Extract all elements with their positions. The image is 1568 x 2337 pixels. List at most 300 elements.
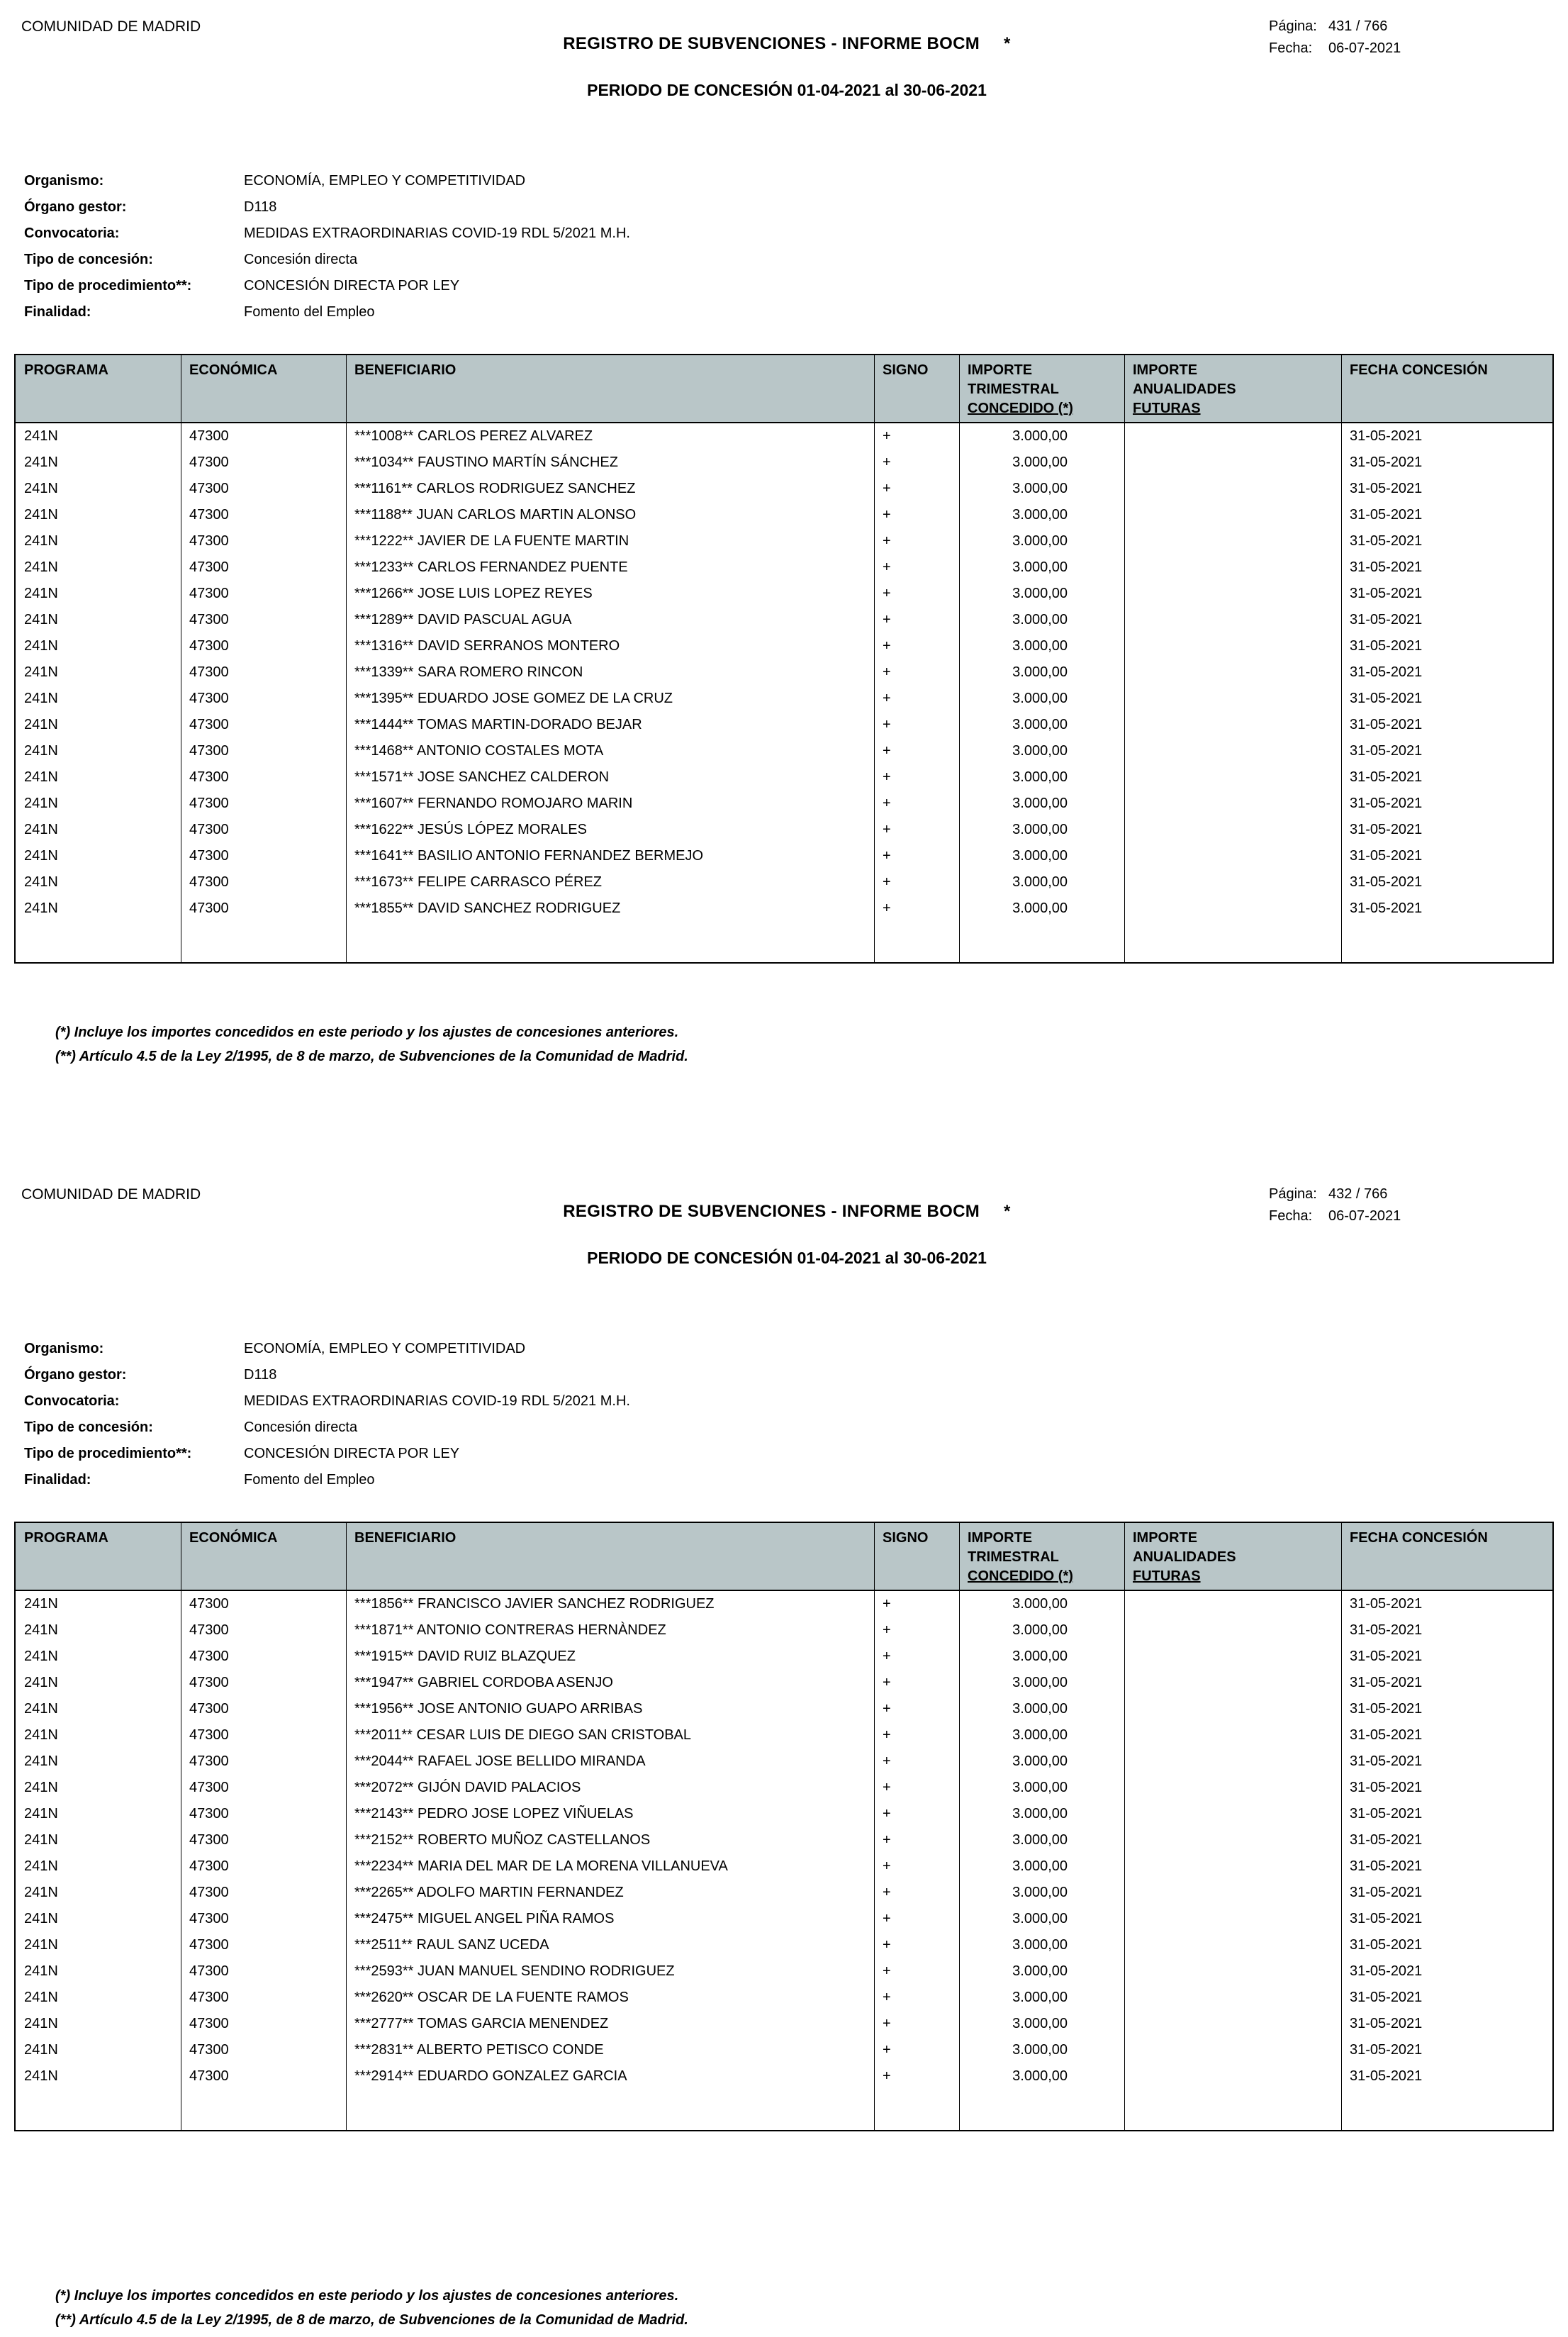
meta-label: Tipo de procedimiento**: [24,1446,192,1461]
cell-beneficiario: ***1444** TOMAS MARTIN-DORADO BEJAR [354,717,642,732]
cell-programa: 241N [24,1806,58,1822]
cell-signo: + [883,743,891,759]
cell-signo: + [883,874,891,890]
cell-importe-trimestral: 3.000,00 [1012,1701,1068,1717]
report-date-label: Fecha: [1269,40,1313,56]
cell-programa: 241N [24,638,58,654]
column-header-fecha-concesion: FECHA CONCESIÓN [1350,1530,1488,1546]
cell-beneficiario: ***2234** MARIA DEL MAR DE LA MORENA VILLANUEVA [354,1858,728,1874]
page-header [0,16,1568,100]
cell-importe-trimestral: 3.000,00 [1012,559,1068,575]
table-body [16,423,1552,962]
cell-signo: + [883,1937,891,1953]
cell-signo: + [883,822,891,837]
cell-signo: + [883,638,891,654]
cell-programa: 241N [24,559,58,575]
cell-importe-anualidades [1124,712,1341,738]
cell-importe-anualidades [1124,581,1341,607]
report-title [305,1202,1269,1222]
cell-fecha-concesion: 31-05-2021 [1350,1753,1423,1769]
cell-fecha-concesion: 31-05-2021 [1350,664,1423,680]
cell-programa: 241N [24,1937,58,1953]
cell-signo: + [883,1675,891,1690]
cell-importe-trimestral: 3.000,00 [1012,2042,1068,2058]
cell-importe-trimestral: 3.000,00 [1012,1753,1068,1769]
cell-importe-trimestral: 3.000,00 [1012,743,1068,759]
cell-beneficiario: ***1641** BASILIO ANTONIO FERNANDEZ BERMEJO [354,848,704,864]
cell-programa: 241N [24,2016,58,2031]
cell-signo: + [883,586,891,601]
cell-signo: + [883,1780,891,1795]
cell-beneficiario: ***1947** GABRIEL CORDOBA ASENJO [354,1675,613,1690]
cell-importe-trimestral: 3.000,00 [1012,638,1068,654]
org-name: COMUNIDAD DE MADRID [21,1186,201,1203]
cell-programa: 241N [24,1911,58,1926]
cell-signo: + [883,559,891,575]
cell-economica: 47300 [189,507,229,523]
cell-importe-anualidades [1124,659,1341,686]
meta-value: Fomento del Empleo [244,1472,375,1488]
cell-economica: 47300 [189,1780,229,1795]
cell-economica: 47300 [189,691,229,706]
meta-convocatoria [24,1388,1568,1415]
cell-fecha-concesion: 31-05-2021 [1350,717,1423,732]
meta-value: ECONOMÍA, EMPLEO Y COMPETITIVIDAD [244,1341,526,1356]
cell-importe-trimestral: 3.000,00 [1012,691,1068,706]
cell-importe-anualidades [1124,528,1341,554]
cell-signo: + [883,796,891,811]
cell-programa: 241N [24,1832,58,1848]
cell-economica: 47300 [189,743,229,759]
cell-economica: 47300 [189,1701,229,1717]
cell-economica: 47300 [189,533,229,549]
cell-fecha-concesion: 31-05-2021 [1350,612,1423,628]
cell-importe-anualidades [1124,1644,1341,1670]
cell-economica: 47300 [189,822,229,837]
org-name: COMUNIDAD DE MADRID [21,18,201,35]
cell-beneficiario: ***1395** EDUARDO JOSE GOMEZ DE LA CRUZ [354,691,673,706]
column-header-importe-trimestral: IMPORTE TRIMESTRAL CONCEDIDO (*) [968,1530,1073,1584]
cell-importe-anualidades [1124,554,1341,581]
cell-economica: 47300 [189,1885,229,1900]
cell-economica: 47300 [189,769,229,785]
cell-programa: 241N [24,900,58,916]
cell-programa: 241N [24,1649,58,1664]
page-number-label: Página: [1269,1186,1317,1202]
report-page-432 [0,1168,1568,2332]
cell-economica: 47300 [189,1806,229,1822]
cell-importe-anualidades [1124,633,1341,659]
cell-programa: 241N [24,848,58,864]
cell-fecha-concesion: 31-05-2021 [1350,2068,1423,2084]
meta-label: Tipo de concesión: [24,1420,153,1435]
cell-importe-trimestral: 3.000,00 [1012,1990,1068,2005]
report-page-431 [0,0,1568,1069]
page-number-value: 432 / 766 [1328,1186,1388,1202]
cell-importe-trimestral: 3.000,00 [1012,2016,1068,2031]
footnote-asterisk: (*) Incluye los importes concedidos en este periodo y los ajustes de concesiones anteriores. [55,2288,679,2304]
cell-importe-anualidades [1124,686,1341,712]
cell-fecha-concesion: 31-05-2021 [1350,1911,1423,1926]
table-header-row [16,355,1552,423]
cell-fecha-concesion: 31-05-2021 [1350,822,1423,837]
meta-label: Convocatoria: [24,1393,120,1409]
cell-importe-trimestral: 3.000,00 [1012,1596,1068,1612]
cell-economica: 47300 [189,1675,229,1690]
cell-economica: 47300 [189,559,229,575]
cell-programa: 241N [24,454,58,470]
cell-fecha-concesion: 31-05-2021 [1350,454,1423,470]
column-header-signo: SIGNO [883,1530,929,1546]
cell-beneficiario: ***2265** ADOLFO MARTIN FERNANDEZ [354,1885,624,1900]
cell-economica: 47300 [189,2042,229,2058]
subsidies-table [14,1522,1554,2131]
cell-beneficiario: ***1871** ANTONIO CONTRERAS HERNÀNDEZ [354,1622,666,1638]
cell-fecha-concesion: 31-05-2021 [1350,559,1423,575]
cell-importe-trimestral: 3.000,00 [1012,1622,1068,1638]
cell-fecha-concesion: 31-05-2021 [1350,1990,1423,2005]
cell-signo: + [883,1622,891,1638]
title-star: * [1004,34,1011,53]
cell-importe-anualidades [1124,1722,1341,1748]
cell-importe-anualidades [1124,1985,1341,2011]
cell-economica: 47300 [189,454,229,470]
cell-economica: 47300 [189,612,229,628]
meta-tipo-procedimiento [24,1441,1568,1467]
page-header [0,1183,1568,1268]
cell-beneficiario: ***2152** ROBERTO MUÑOZ CASTELLANOS [354,1832,651,1848]
cell-importe-anualidades [1124,1748,1341,1775]
cell-signo: + [883,2016,891,2031]
column-header-beneficiario: BENEFICIARIO [354,1530,457,1546]
meta-label: Convocatoria: [24,225,120,241]
cell-beneficiario: ***1622** JESÚS LÓPEZ MORALES [354,822,587,837]
cell-importe-trimestral: 3.000,00 [1012,1727,1068,1743]
column-header-economica: ECONÓMICA [189,362,278,378]
cell-importe-anualidades [1124,1906,1341,1932]
cell-fecha-concesion: 31-05-2021 [1350,1858,1423,1874]
meta-label: Tipo de concesión: [24,252,153,267]
cell-programa: 241N [24,1885,58,1900]
cell-fecha-concesion: 31-05-2021 [1350,1963,1423,1979]
cell-beneficiario: ***1034** FAUSTINO MARTÍN SÁNCHEZ [354,454,618,470]
cell-programa: 241N [24,1596,58,1612]
meta-label: Organismo: [24,1341,104,1356]
meta-value: CONCESIÓN DIRECTA POR LEY [244,278,460,294]
cell-economica: 47300 [189,1649,229,1664]
report-date-label: Fecha: [1269,1208,1313,1224]
meta-finalidad [24,1467,1568,1493]
report-subtitle: PERIODO DE CONCESIÓN 01-04-2021 al 30-06-2021 [587,1249,987,1267]
cell-importe-anualidades [1124,764,1341,791]
cell-importe-trimestral: 3.000,00 [1012,612,1068,628]
cell-importe-trimestral: 3.000,00 [1012,507,1068,523]
cell-economica: 47300 [189,1911,229,1926]
cell-economica: 47300 [189,1990,229,2005]
cell-beneficiario: ***1855** DAVID SANCHEZ RODRIGUEZ [354,900,621,916]
cell-programa: 241N [24,586,58,601]
meta-label: Organismo: [24,173,104,189]
cell-signo: + [883,481,891,496]
cell-fecha-concesion: 31-05-2021 [1350,1885,1423,1900]
report-title [305,34,1269,54]
cell-economica: 47300 [189,1858,229,1874]
cell-economica: 47300 [189,717,229,732]
cell-importe-trimestral: 3.000,00 [1012,1806,1068,1822]
title-block [305,1183,1269,1268]
cell-importe-anualidades [1124,1958,1341,1985]
cell-fecha-concesion: 31-05-2021 [1350,1937,1423,1953]
cell-importe-trimestral: 3.000,00 [1012,874,1068,890]
cell-economica: 47300 [189,2068,229,2084]
cell-programa: 241N [24,717,58,732]
cell-fecha-concesion: 31-05-2021 [1350,848,1423,864]
cell-importe-anualidades [1124,423,1341,450]
cell-beneficiario: ***2620** OSCAR DE LA FUENTE RAMOS [354,1990,629,2005]
meta-value: MEDIDAS EXTRAORDINARIAS COVID-19 RDL 5/2021 M.H. [244,225,630,241]
report-date [1269,38,1568,60]
cell-fecha-concesion: 31-05-2021 [1350,1596,1423,1612]
cell-importe-trimestral: 3.000,00 [1012,664,1068,680]
cell-programa: 241N [24,428,58,444]
meta-convocatoria [24,221,1568,247]
cell-importe-anualidades [1124,1827,1341,1853]
cell-importe-anualidades [1124,1670,1341,1696]
page-number-label: Página: [1269,18,1317,34]
cell-signo: + [883,507,891,523]
cell-beneficiario: ***2831** ALBERTO PETISCO CONDE [354,2042,604,2058]
column-header-fecha-concesion: FECHA CONCESIÓN [1350,362,1488,378]
page-info [1269,16,1568,60]
meta-organismo [24,1336,1568,1362]
meta-organo-gestor [24,194,1568,221]
meta-tipo-concesion [24,247,1568,273]
cell-importe-trimestral: 3.000,00 [1012,1832,1068,1848]
cell-programa: 241N [24,796,58,811]
cell-importe-anualidades [1124,1617,1341,1644]
cell-signo: + [883,848,891,864]
meta-value: D118 [244,199,277,215]
cell-signo: + [883,1649,891,1664]
cell-fecha-concesion: 31-05-2021 [1350,743,1423,759]
cell-importe-trimestral: 3.000,00 [1012,1911,1068,1926]
cell-importe-trimestral: 3.000,00 [1012,586,1068,601]
cell-fecha-concesion: 31-05-2021 [1350,428,1423,444]
cell-economica: 47300 [189,1753,229,1769]
cell-fecha-concesion: 31-05-2021 [1350,1675,1423,1690]
meta-organo-gestor [24,1362,1568,1388]
meta-value: MEDIDAS EXTRAORDINARIAS COVID-19 RDL 5/2021 M.H. [244,1393,630,1409]
cell-programa: 241N [24,1727,58,1743]
cell-beneficiario: ***1607** FERNANDO ROMOJARO MARIN [354,796,633,811]
cell-importe-anualidades [1124,869,1341,896]
cell-economica: 47300 [189,796,229,811]
meta-label: Finalidad: [24,1472,91,1488]
cell-importe-trimestral: 3.000,00 [1012,1649,1068,1664]
cell-fecha-concesion: 31-05-2021 [1350,874,1423,890]
cell-beneficiario: ***1468** ANTONIO COSTALES MOTA [354,743,604,759]
cell-importe-anualidades [1124,502,1341,528]
meta-label: Órgano gestor: [24,1367,127,1383]
cell-fecha-concesion: 31-05-2021 [1350,1727,1423,1743]
cell-signo: + [883,1858,891,1874]
cell-importe-anualidades [1124,1775,1341,1801]
cell-signo: + [883,1701,891,1717]
column-header-programa: PROGRAMA [24,1530,108,1546]
report-subtitle: PERIODO DE CONCESIÓN 01-04-2021 al 30-06-2021 [587,81,987,99]
cell-beneficiario: ***1266** JOSE LUIS LOPEZ REYES [354,586,593,601]
cell-economica: 47300 [189,1832,229,1848]
cell-programa: 241N [24,769,58,785]
cell-signo: + [883,533,891,549]
cell-importe-trimestral: 3.000,00 [1012,848,1068,864]
cell-signo: + [883,900,891,916]
meta-value: ECONOMÍA, EMPLEO Y COMPETITIVIDAD [244,173,526,189]
cell-importe-anualidades [1124,2063,1341,2090]
cell-programa: 241N [24,1990,58,2005]
cell-economica: 47300 [189,586,229,601]
cell-importe-anualidades [1124,1932,1341,1958]
cell-fecha-concesion: 31-05-2021 [1350,1780,1423,1795]
cell-importe-anualidades [1124,450,1341,476]
page-number-value: 431 / 766 [1328,18,1388,34]
cell-beneficiario: ***2511** RAUL SANZ UCEDA [354,1937,549,1953]
page-number [1269,16,1568,38]
cell-beneficiario: ***2777** TOMAS GARCIA MENENDEZ [354,2016,609,2031]
title-star: * [1004,1202,1011,1221]
meta-organismo [24,168,1568,194]
cell-programa: 241N [24,1675,58,1690]
cell-fecha-concesion: 31-05-2021 [1350,691,1423,706]
cell-importe-trimestral: 3.000,00 [1012,769,1068,785]
cell-importe-trimestral: 3.000,00 [1012,1675,1068,1690]
cell-importe-anualidades [1124,607,1341,633]
report-date-value: 06-07-2021 [1328,40,1401,56]
cell-programa: 241N [24,2068,58,2084]
cell-signo: + [883,691,891,706]
cell-signo: + [883,1806,891,1822]
cell-programa: 241N [24,664,58,680]
cell-importe-anualidades [1124,817,1341,843]
cell-programa: 241N [24,1701,58,1717]
cell-importe-anualidades [1124,1801,1341,1827]
title-block [305,16,1269,100]
column-header-beneficiario: BENEFICIARIO [354,362,457,378]
cell-programa: 241N [24,2042,58,2058]
cell-signo: + [883,1832,891,1848]
cell-fecha-concesion: 31-05-2021 [1350,2016,1423,2031]
report-date [1269,1205,1568,1227]
meta-label: Órgano gestor: [24,199,127,215]
meta-value: Concesión directa [244,1420,358,1435]
cell-signo: + [883,1911,891,1926]
cell-programa: 241N [24,507,58,523]
cell-beneficiario: ***1161** CARLOS RODRIGUEZ SANCHEZ [354,481,636,496]
cell-signo: + [883,454,891,470]
cell-signo: + [883,1885,891,1900]
cell-beneficiario: ***2072** GIJÓN DAVID PALACIOS [354,1780,581,1795]
cell-economica: 47300 [189,428,229,444]
cell-economica: 47300 [189,1963,229,1979]
cell-programa: 241N [24,612,58,628]
column-header-importe-anualidades: IMPORTE ANUALIDADES FUTURAS [1133,1530,1236,1584]
cell-economica: 47300 [189,638,229,654]
cell-beneficiario: ***1339** SARA ROMERO RINCON [354,664,583,680]
cell-fecha-concesion: 31-05-2021 [1350,1649,1423,1664]
cell-importe-trimestral: 3.000,00 [1012,481,1068,496]
cell-importe-anualidades [1124,2037,1341,2063]
column-header-programa: PROGRAMA [24,362,108,378]
metadata-block [24,1336,1568,1493]
cell-beneficiario: ***1316** DAVID SERRANOS MONTERO [354,638,620,654]
cell-signo: + [883,769,891,785]
cell-fecha-concesion: 31-05-2021 [1350,769,1423,785]
metadata-block [24,168,1568,325]
cell-importe-anualidades [1124,738,1341,764]
cell-importe-trimestral: 3.000,00 [1012,454,1068,470]
cell-signo: + [883,2068,891,2084]
cell-importe-anualidades [1124,843,1341,869]
cell-beneficiario: ***1571** JOSE SANCHEZ CALDERON [354,769,610,785]
cell-importe-anualidades [1124,1591,1341,1617]
cell-importe-trimestral: 3.000,00 [1012,2068,1068,2084]
cell-signo: + [883,428,891,444]
meta-label: Finalidad: [24,304,91,320]
cell-fecha-concesion: 31-05-2021 [1350,1806,1423,1822]
cell-programa: 241N [24,874,58,890]
cell-signo: + [883,612,891,628]
table-body [16,1591,1552,2130]
cell-signo: + [883,717,891,732]
cell-programa: 241N [24,1622,58,1638]
cell-economica: 47300 [189,1596,229,1612]
cell-economica: 47300 [189,2016,229,2031]
subsidies-table [14,354,1554,964]
cell-beneficiario: ***1008** CARLOS PEREZ ALVAREZ [354,428,593,444]
cell-signo: + [883,1963,891,1979]
cell-fecha-concesion: 31-05-2021 [1350,586,1423,601]
page-info [1269,1183,1568,1227]
footnote-asterisk: (*) Incluye los importes concedidos en este periodo y los ajustes de concesiones anteriores. [55,1025,679,1040]
cell-importe-anualidades [1124,1880,1341,1906]
cell-beneficiario: ***2475** MIGUEL ANGEL PIÑA RAMOS [354,1911,615,1926]
cell-beneficiario: ***1856** FRANCISCO JAVIER SANCHEZ RODRIGUEZ [354,1596,715,1612]
cell-signo: + [883,1753,891,1769]
cell-importe-trimestral: 3.000,00 [1012,1780,1068,1795]
cell-fecha-concesion: 31-05-2021 [1350,796,1423,811]
meta-tipo-procedimiento [24,273,1568,299]
cell-beneficiario: ***1289** DAVID PASCUAL AGUA [354,612,572,628]
cell-importe-trimestral: 3.000,00 [1012,822,1068,837]
cell-signo: + [883,1990,891,2005]
cell-economica: 47300 [189,874,229,890]
cell-beneficiario: ***1233** CARLOS FERNANDEZ PUENTE [354,559,628,575]
cell-signo: + [883,2042,891,2058]
cell-importe-trimestral: 3.000,00 [1012,1858,1068,1874]
cell-importe-anualidades [1124,2011,1341,2037]
cell-programa: 241N [24,1753,58,1769]
cell-importe-anualidades [1124,1696,1341,1722]
cell-fecha-concesion: 31-05-2021 [1350,1622,1423,1638]
column-header-economica: ECONÓMICA [189,1530,278,1546]
cell-economica: 47300 [189,900,229,916]
cell-fecha-concesion: 31-05-2021 [1350,2042,1423,2058]
meta-value: D118 [244,1367,277,1383]
column-header-signo: SIGNO [883,362,929,378]
cell-beneficiario: ***1956** JOSE ANTONIO GUAPO ARRIBAS [354,1701,643,1717]
cell-fecha-concesion: 31-05-2021 [1350,1832,1423,1848]
report-title-text: REGISTRO DE SUBVENCIONES - INFORME BOCM [563,1202,980,1221]
